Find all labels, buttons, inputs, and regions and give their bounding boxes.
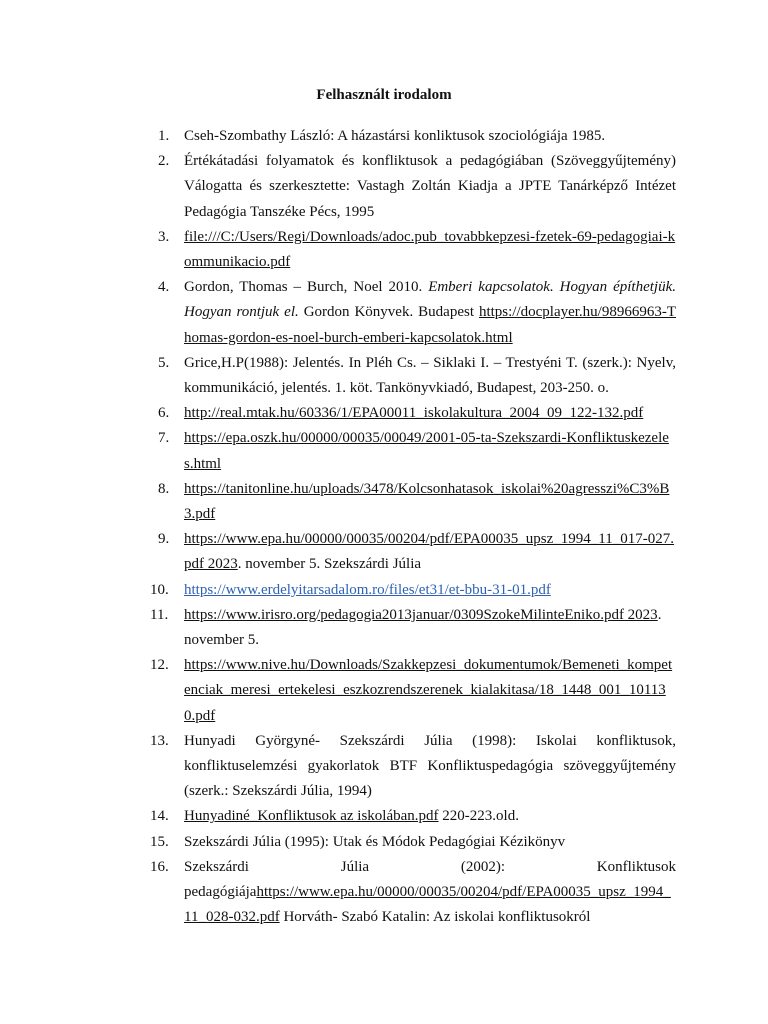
item-number: 4. [158,279,170,296]
list-item [158,149,676,225]
list-item [150,830,676,855]
reference-link[interactable]: http://real.mtak.hu/60336/1/EPA00011_iskolakultura_2004_09_122-132.pdf [184,405,644,422]
item-number: 9. [158,531,170,548]
list-item [150,855,676,931]
item-number: 5. [158,354,170,371]
reference-continuation [184,880,676,930]
item-number: 13. [150,732,169,749]
list-item [150,804,676,829]
reference-link[interactable]: https://tanitonline.hu/uploads/3478/Kolcsonhatasok_iskolai%20agresszi%C3%B3.pdf [184,480,670,523]
page-title: Felhasznált irodalom [316,87,452,103]
reference-text: . november 5. [184,606,662,649]
reference-link[interactable]: Hunyadiné_Konfliktusok az iskolában.pdf [184,808,439,825]
reference-link[interactable]: https://docplayer.hu/98966963-Thomas-gordon-es-noel-burch-emberi-kapcsolatok.html [184,304,676,346]
reference-link[interactable]: https://www.epa.hu/00000/00035/00204/pdf/EPA00035_upsz_1994_11_017-027.pdf 2023 [184,531,674,573]
list-item [158,275,676,351]
list-item [150,653,676,729]
reference-text: pedagógiája [184,884,257,901]
list-item [150,729,676,805]
reference-text: . november 5. Szekszárdi Júlia [237,556,422,573]
item-number: 11. [150,606,169,623]
reference-text: Hunyadi Györgyné- Szekszárdi Júlia (1998): Iskolai konfliktusok, konfliktuselemzési gyakorlatok BTF Konfliktuspedagógia szöveggyűjtemény (szerk.: Szekszárdi Júlia, 1994) [184,732,676,800]
list-item [158,124,676,149]
book-title: Emberi kapcsolatok. Hogyan építhetjük. Hogyan rontjuk el. [184,279,676,321]
reference-link[interactable]: https://epa.oszk.hu/00000/00035/00049/2001-05-ta-Szekszardi-Konfliktuskezeles.html [184,430,669,472]
reference-link[interactable]: https://www.irisro.org/pedagogia2013januar/0309SzokeMilinteEniko.pdf 2023 [184,606,658,623]
list-item [158,225,676,275]
list-item [158,477,676,527]
reference-text: Cseh-Szombathy László: A házastársi konliktusok szociológiája 1985. [184,128,606,144]
reference-word: (2002): [460,858,506,875]
reference-text: Gordon Könyvek. Budapest [298,304,479,321]
item-number: 3. [158,228,170,245]
reference-text: Értékátadási folyamatok és konfliktusok a pedagógiában (Szöveggyűjtemény) Válogatta és szerkesztette: Vastagh Zoltán Kiadja a JPTE Tanárképző Intézet Pedagógia Tanszéke Pécs, 1995 [184,153,676,220]
item-number: 10. [150,581,169,598]
reference-list [150,124,676,931]
list-item [158,426,676,476]
reference-word: Szekszárdi [184,858,249,875]
reference-text: Horváth- Szabó Katalin: Az iskolai konfliktusokról [279,909,591,926]
item-number: 14. [150,808,169,825]
item-number: 7. [158,430,170,447]
reference-text: Szekszárdi Júlia (1995): Utak és Módok Pedagógiai Kézikönyv [184,833,566,850]
item-number: 6. [158,405,170,422]
item-number: 15. [150,833,169,850]
item-number: 16. [150,858,169,875]
item-number: 1. [158,128,170,144]
reference-link[interactable]: file:///C:/Users/Regi/Downloads/adoc.pub_tovabbkepzesi-fzetek-69-pedagogiai-kommunikacio.pdf [184,228,676,271]
reference-link[interactable]: https://www.epa.hu/00000/00035/00204/pdf/EPA00035_upsz_1994_11_028-032.pdf [184,884,671,926]
reference-link[interactable]: https://www.erdelyitarsadalom.ro/files/et31/et-bbu-31-01.pdf [184,581,551,598]
reference-text: 220-223.old. [438,808,519,825]
list-item [158,351,676,401]
reference-text: Gordon, Thomas – Burch, Noel 2010. [184,279,429,296]
reference-link[interactable]: https://www.nive.hu/Downloads/Szakkepzesi_dokumentumok/Bemeneti_kompetenciak_meresi_ertekelesi_eszkozrendszerenek_kialakitasa/18_1448_001_101130.pdf [184,657,673,724]
reference-word: Konfliktusok [596,858,676,875]
item-number: 12. [150,657,169,674]
list-item [158,527,676,577]
item-number: 2. [158,153,170,170]
item-number: 8. [158,480,170,497]
reference-word: Júlia [340,858,370,875]
list-item [150,578,676,603]
list-item [150,603,676,653]
reference-text: Grice,H.P(1988): Jelentés. In Pléh Cs. – Siklaki I. – Trestyéni T. (szerk.): Nyelv, kommunikáció, jelentés. 1. köt. Tankönyvkiadó, Budapest, 203-250. o. [184,354,676,397]
reference-first-line [184,855,676,880]
list-item [158,401,676,426]
